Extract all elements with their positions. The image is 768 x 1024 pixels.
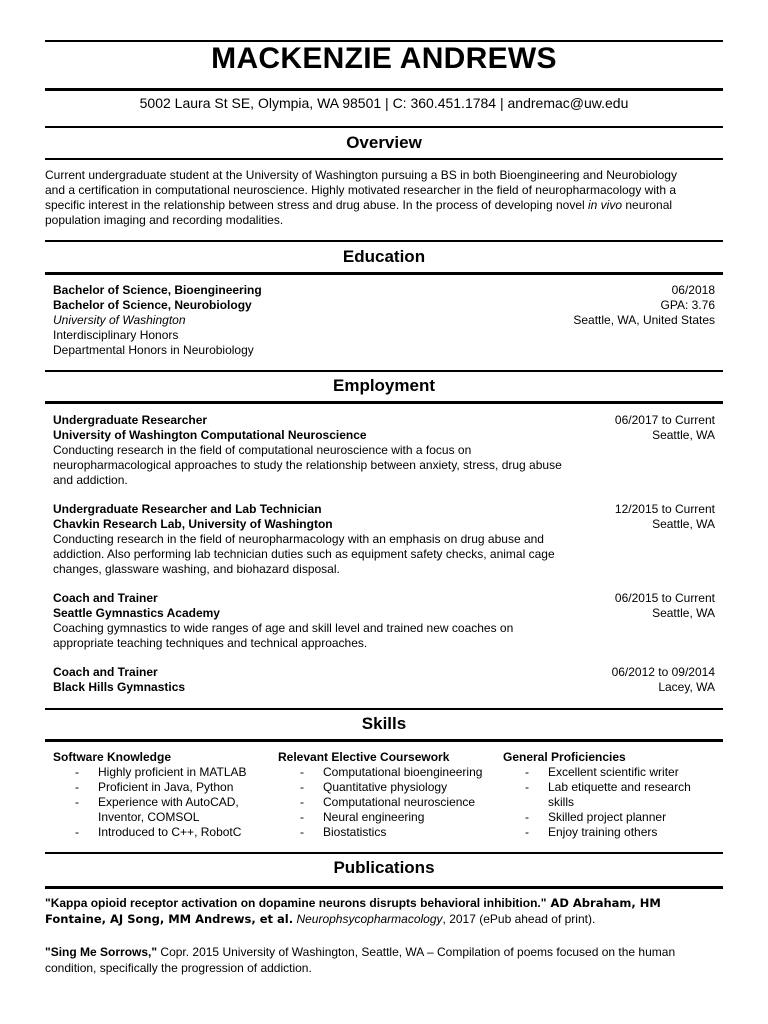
skills-list — [53, 765, 275, 840]
skill-item: - Proficient in Java, Python — [75, 780, 234, 794]
education-date: 06/2018 — [671, 283, 715, 297]
skills-column-heading: General Proficiencies — [503, 750, 626, 764]
job-desc: addiction. Also performing lab technician duties such as equipment safety checks, animal cage — [53, 547, 555, 561]
publication-title: "Kappa opioid receptor activation on dopamine neurons disrupts behavioral inhibition." — [45, 896, 547, 910]
skill-item: - Computational neuroscience — [300, 795, 476, 809]
job-dates: 06/2017 to Current — [614, 413, 715, 427]
employment-heading: Employment — [332, 376, 436, 395]
publication-journal: Neurophsycopharmacology — [296, 912, 443, 926]
skill-item: - Neural engineering — [300, 810, 425, 824]
job-desc: neuropharmacological approaches to study the relationship between anxiety, stress, drug abuse — [53, 458, 562, 472]
publications-rule-top — [45, 852, 723, 854]
skill-item: - Excellent scientific writer — [525, 765, 679, 779]
job-dates: 12/2015 to Current — [614, 502, 715, 516]
skill-item: - Lab etiquette and research skills — [525, 780, 691, 809]
job-location: Lacey, WA — [658, 680, 715, 694]
job-location: Seattle, WA — [652, 428, 715, 442]
skills-list — [503, 765, 725, 840]
job-desc: and addiction. — [53, 473, 128, 487]
job-org: Seattle Gymnastics Academy — [53, 606, 220, 620]
skills-list — [278, 765, 500, 840]
job-desc: appropriate teaching techniques and technical approaches. — [53, 636, 368, 650]
overview-line-2: and a certification in computational neuroscience. Highly motivated researcher in the field of neuropharmacology with a — [45, 183, 677, 197]
job-desc: Conducting research in the field of neuropharmacology with an emphasis on drug abuse and — [53, 532, 544, 546]
job-role: Coach and Trainer — [53, 591, 158, 605]
publications-rule-bottom — [45, 886, 723, 889]
employment-rule-bottom — [45, 401, 723, 404]
publication-1 — [45, 895, 725, 927]
employment-rule-top — [45, 370, 723, 372]
honors-2: Departmental Honors in Neurobiology — [53, 343, 254, 357]
job-location: Seattle, WA — [652, 606, 715, 620]
job-desc: Coaching gymnastics to wide ranges of age and skill level and trained new coaches on — [53, 621, 514, 635]
job-desc: Conducting research in the field of computational neuroscience with a focus on — [53, 443, 472, 457]
skills-heading: Skills — [361, 714, 407, 733]
skill-item: - Highly proficient in MATLAB — [75, 765, 247, 779]
job-entry — [53, 502, 715, 577]
skill-item: - Biostatistics — [300, 825, 387, 839]
overview-paragraph — [45, 168, 725, 228]
name-rule — [45, 88, 723, 91]
job-org: Black Hills Gymnastics — [53, 680, 186, 694]
job-entry — [53, 665, 715, 695]
overview-italic: in vivo — [588, 198, 623, 212]
job-role: Coach and Trainer — [53, 665, 158, 679]
contact-line: 5002 Laura St SE, Olympia, WA 98501 | C: 360.451.1784 | andremac@uw.edu — [139, 95, 629, 111]
publication-2 — [45, 944, 725, 976]
skill-item: - Quantitative physiology — [300, 780, 448, 794]
skills-column-general — [503, 750, 725, 840]
education-rule-bottom — [45, 272, 723, 275]
school-name: University of Washington — [53, 313, 186, 327]
skill-item: - Skilled project planner — [525, 810, 667, 824]
skills-rule-bottom — [45, 739, 723, 742]
skills-column-heading: Relevant Elective Coursework — [278, 750, 450, 764]
job-dates: 06/2012 to 09/2014 — [611, 665, 715, 679]
job-entry — [53, 413, 715, 488]
skill-item: - Introduced to C++, RobotC — [75, 825, 242, 839]
publication-detail: , 2017 (ePub ahead of print). — [442, 912, 596, 926]
skill-item: - Enjoy training others — [525, 825, 658, 839]
honors-1: Interdisciplinary Honors — [53, 328, 179, 342]
publications-heading: Publications — [333, 858, 435, 877]
education-entry — [53, 283, 715, 358]
job-role: Undergraduate Researcher and Lab Technician — [53, 502, 322, 516]
overview-rule-top — [45, 126, 723, 128]
publication-authors: AD Abraham, HM Fontaine, AJ Song, MM Andrews, et al. — [45, 896, 661, 926]
education-gpa: GPA: 3.76 — [660, 298, 715, 312]
skill-item: - Experience with AutoCAD, Inventor, COMSOL — [75, 795, 239, 824]
overview-rule-bottom — [45, 158, 723, 160]
job-desc: changes, glassware washing, and biohazard disposal. — [53, 562, 340, 576]
job-location: Seattle, WA — [652, 517, 715, 531]
overview-heading: Overview — [346, 133, 422, 152]
publication-title: "Sing Me Sorrows," — [45, 945, 158, 959]
skills-rule-top — [45, 708, 723, 710]
overview-line-3: specific interest in the relationship between stress and drug abuse. In the process of developing novel in vivo neuronal — [45, 198, 673, 212]
degree-1: Bachelor of Science, Bioengineering — [53, 283, 262, 297]
education-heading: Education — [342, 247, 426, 266]
skills-column-software — [53, 750, 275, 840]
overview-line-4: population imaging and recording modalities. — [45, 213, 284, 227]
publication-detail: Copr. 2015 University of Washington, Seattle, WA – Compilation of poems focused on the human condition, specifically the progression of addiction. — [45, 945, 676, 975]
job-dates: 06/2015 to Current — [614, 591, 715, 605]
job-role: Undergraduate Researcher — [53, 413, 208, 427]
education-rule-top — [45, 240, 723, 242]
skill-item: - Computational bioengineering — [300, 765, 483, 779]
skills-column-coursework — [278, 750, 500, 840]
skills-column-heading: Software Knowledge — [53, 750, 172, 764]
job-entry — [53, 591, 715, 651]
candidate-name: MACKENZIE ANDREWS — [211, 42, 557, 75]
job-org: University of Washington Computational Neuroscience — [53, 428, 367, 442]
job-org: Chavkin Research Lab, University of Washington — [53, 517, 333, 531]
education-location: Seattle, WA, United States — [573, 313, 715, 327]
overview-line-1: Current undergraduate student at the University of Washington pursuing a BS in both Bioengineering and Neurobiology — [45, 168, 677, 182]
degree-2: Bachelor of Science, Neurobiology — [53, 298, 252, 312]
